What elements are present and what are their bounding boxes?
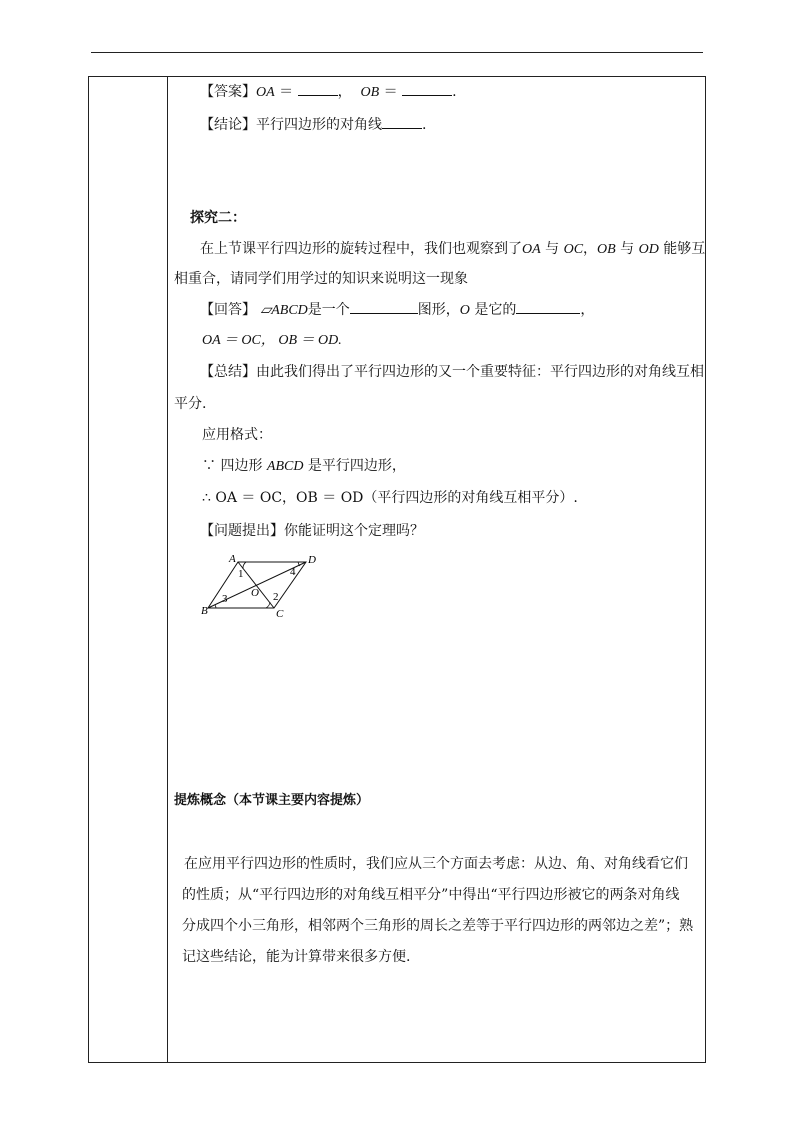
answer-eq-2: ＝ [383,84,398,100]
intro-text-b: 能够互 [663,241,706,257]
concept-title: 提炼概念（本节课主要内容提炼） [174,793,370,808]
intro-oa: OA [522,242,541,257]
intro-ob: OB [597,242,616,257]
label-c: C [276,608,284,620]
concept-line1: 在应用平行四边形的性质时，我们应从三个方面去考虑：从边、角、对角线看它们 [184,856,688,872]
concept-line2: 的性质；从“平行四边形的对角线互相平分”中得出“平行四边形被它的两条对角线 [182,887,680,903]
reply-blank-center[interactable] [516,301,580,314]
reply-is-its: 是它的 [474,302,517,318]
summary-line2: 平分. [174,396,207,412]
table-column-divider [167,76,168,1063]
intro-od: OD [638,242,659,257]
reply-blank-figure[interactable] [350,301,418,314]
summary-label: 【总结】 [200,364,256,380]
because-end: 是平行四边形， [307,458,406,474]
concept-line4: 记这些结论，能为计算带来很多方便. [182,949,411,965]
answer-label: 【答案】 [200,84,256,100]
format-label: 应用格式： [202,427,272,443]
conclusion-period: . [422,117,427,133]
concept-line3: 分成四个小三角形，相邻两个三角形的周长之差等于平行四边形的两邻边之差”；熟 [182,918,694,934]
label-o: O [251,587,259,599]
because-text: ∵ 四边形 [202,458,263,474]
conclusion-label: 【结论】 [200,117,256,133]
angle-label-3: 3 [222,593,228,605]
lesson-table [88,76,706,1063]
answer-eq-1: ＝ [279,84,294,100]
answer-period: . [452,84,457,100]
equation-line: OA ＝ OC， OB ＝ OD. [202,333,342,348]
section2-intro-line2: 相重合，请同学们用学过的知识来说明这一现象 [174,271,468,287]
intro-text-a: 在上节课平行四边形的旋转过程中，我们也观察到了 [200,241,522,257]
answer-ob: OB [360,85,380,100]
conclusion-blank[interactable] [382,116,422,129]
angle-label-1: 1 [238,568,244,580]
angle-label-4: 4 [290,566,296,578]
answer-blank-ob[interactable] [402,83,452,96]
intro-with-1: 与 [545,241,560,257]
answer-line [200,83,457,102]
because-abcd: ABCD [266,459,304,474]
label-a: A [229,553,236,565]
intro-comma: ， [583,241,598,257]
answer-comma: ， [337,84,352,100]
conclusion-text: 平行四边形的对角线 [256,117,382,133]
label-d: D [308,554,316,566]
summary-text-1: 由此我们得出了平行四边形的又一个重要特征：平行四边形的对角线互相 [256,364,704,380]
label-b: B [201,605,208,617]
angle-label-2: 2 [273,591,279,603]
because-line [202,457,406,476]
summary-line1 [200,363,704,381]
intro-with-2: 与 [620,241,635,257]
reply-is-a: 是一个 [307,302,350,318]
question-label: 【问题提出】 [200,523,284,539]
conclusion-line [200,116,426,134]
reply-end: ， [580,302,595,318]
reply-parallelogram: ▱ABCD [260,303,308,318]
answer-oa: OA [256,85,275,100]
section2-title: 探究二： [190,210,246,226]
header-rule [91,52,703,53]
section2-intro-line1 [200,240,705,259]
reply-label: 【回答】 [200,302,256,318]
reply-figure: 图形， [417,302,460,318]
therefore-line: ∴ OA ＝ OC，OB ＝ OD（平行四边形的对角线互相平分）. [202,490,578,506]
reply-o: O [459,303,470,318]
question-line [200,522,424,540]
reply-line [200,301,594,320]
parallelogram-diagram [196,550,326,622]
question-text: 你能证明这个定理吗？ [284,523,424,539]
answer-blank-oa[interactable] [298,83,338,96]
intro-oc: OC [563,242,584,257]
